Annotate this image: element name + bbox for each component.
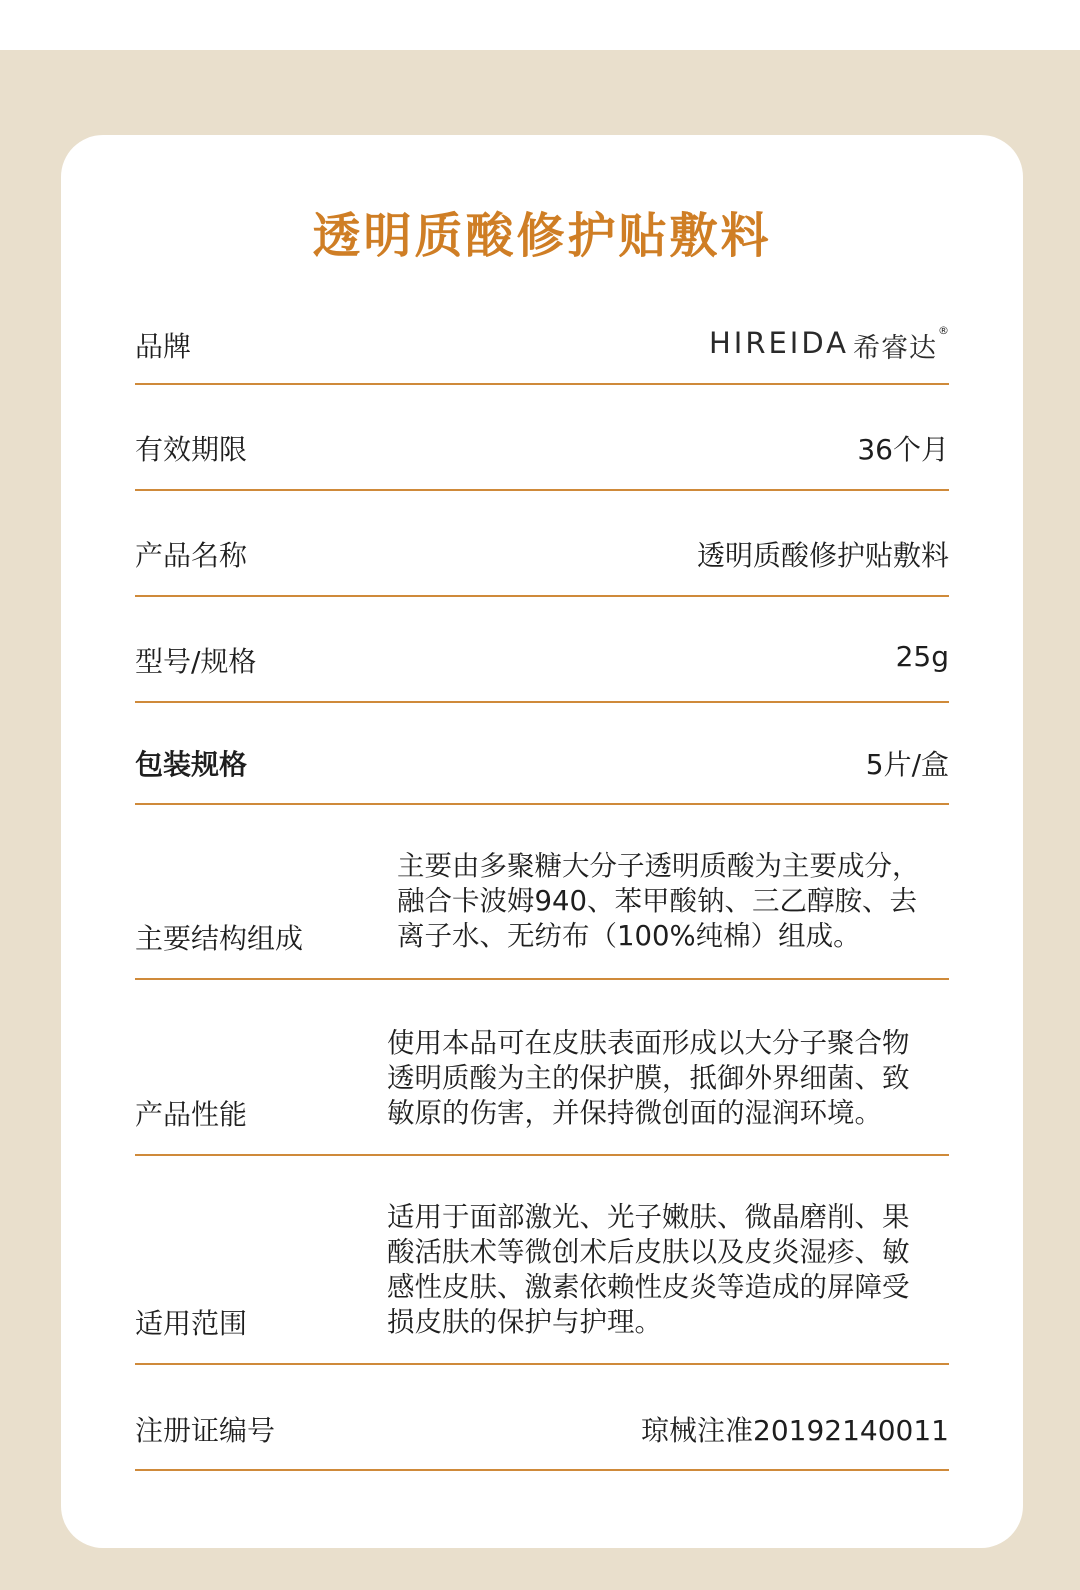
spec-description xyxy=(387,1200,949,1340)
spec-row-scope xyxy=(135,1156,949,1365)
spec-value: 琼械注准20192140011 xyxy=(641,1414,949,1447)
spec-label: 有效期限 xyxy=(135,433,248,466)
spec-label: 产品性能 xyxy=(135,1098,248,1131)
spec-label: 产品名称 xyxy=(135,539,248,572)
spec-row-package xyxy=(135,703,949,805)
description-line: 透明质酸为主的保护膜，抵御外界细菌、致 xyxy=(387,1062,910,1094)
spec-row-composition xyxy=(135,805,949,980)
spec-label: 适用范围 xyxy=(135,1307,248,1340)
spec-row-performance xyxy=(135,980,949,1156)
spec-row-shelf-life xyxy=(135,385,949,491)
description-line: 使用本品可在皮肤表面形成以大分子聚合物 xyxy=(387,1027,910,1059)
description-line: 融合卡波姆940、苯甲酸钠、三乙醇胺、去 xyxy=(397,885,917,917)
spec-row-product-name xyxy=(135,491,949,597)
spec-value: 25g xyxy=(895,640,949,673)
spec-row-model xyxy=(135,597,949,703)
spec-value: 36个月 xyxy=(857,433,949,466)
description-line: 适用于面部激光、光子嫩肤、微晶磨削、果 xyxy=(387,1201,910,1233)
brand-name-cn: 希睿达 xyxy=(853,333,937,364)
spec-label: 注册证编号 xyxy=(135,1414,276,1447)
spec-label: 包装规格 xyxy=(135,748,248,781)
brand-logo xyxy=(709,326,949,365)
description-line: 离子水、无纺布（100%纯棉）组成。 xyxy=(397,920,861,952)
description-line: 酸活肤术等微创术后皮肤以及皮炎湿疹、敏 xyxy=(387,1236,910,1268)
spec-row-registration xyxy=(135,1365,949,1471)
spec-label: 主要结构组成 xyxy=(135,922,304,955)
description-line: 损皮肤的保护与护理。 xyxy=(387,1306,662,1338)
spec-row-brand xyxy=(135,297,949,385)
description-line: 主要由多聚糖大分子透明质酸为主要成分， xyxy=(397,850,920,882)
spec-value: 5片/盒 xyxy=(865,748,949,781)
brand-name-en: HIREIDA xyxy=(708,326,849,360)
registered-mark: ® xyxy=(938,324,949,337)
spec-label: 型号/规格 xyxy=(135,645,257,678)
spec-value: 透明质酸修护贴敷料 xyxy=(696,539,949,572)
description-line: 感性皮肤、激素依赖性皮炎等造成的屏障受 xyxy=(387,1271,910,1303)
spec-label: 品牌 xyxy=(135,330,192,363)
spec-description xyxy=(397,849,949,954)
description-line: 敏原的伤害，并保持微创面的湿润环境。 xyxy=(387,1097,882,1129)
spec-table xyxy=(135,297,949,1471)
spec-description xyxy=(387,1026,949,1131)
product-title: 透明质酸修护贴敷料 xyxy=(312,208,772,264)
spec-card xyxy=(61,135,1023,1548)
